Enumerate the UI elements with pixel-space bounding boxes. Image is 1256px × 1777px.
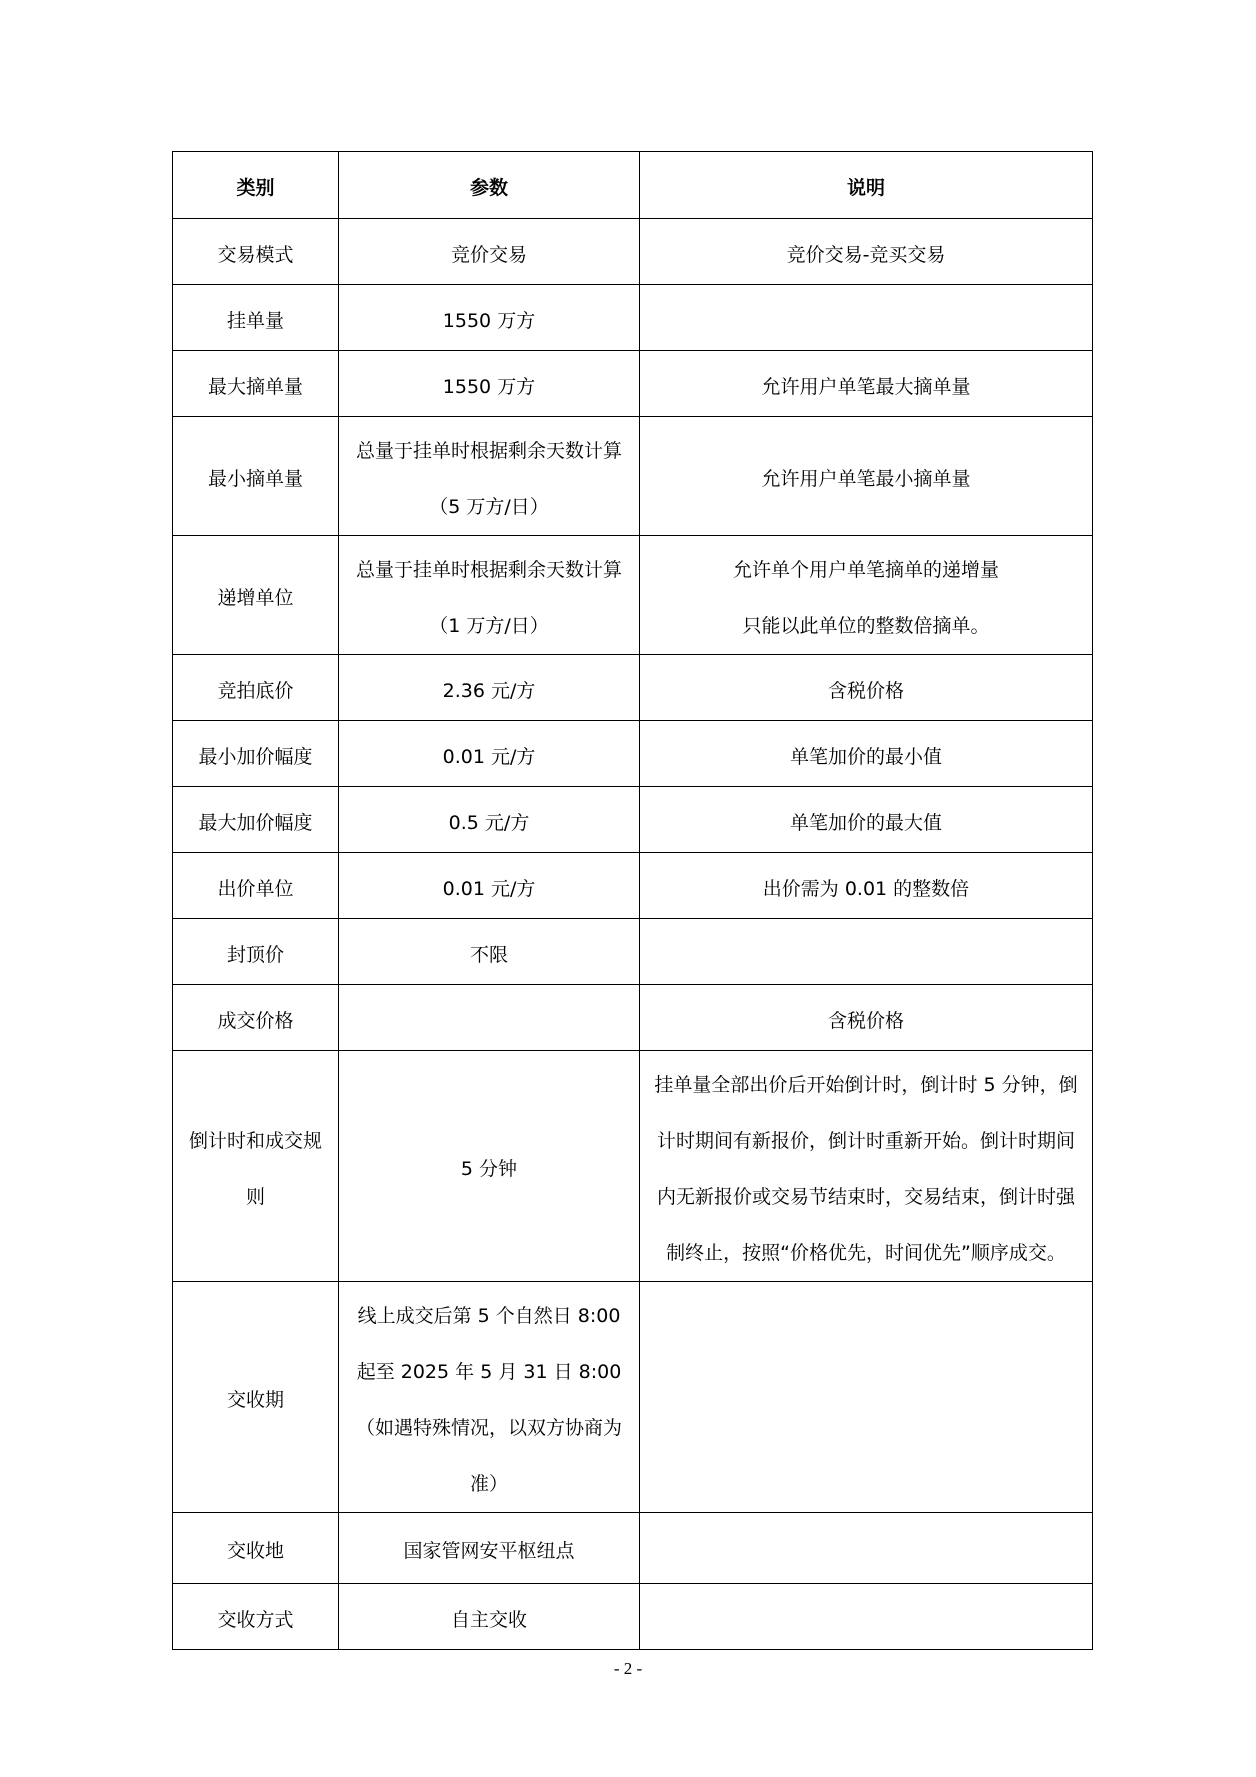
table-row <box>173 985 1093 1051</box>
row-description-line: 允许单个用户单笔摘单的递增量 <box>732 559 999 581</box>
row-parameter <box>339 1282 640 1513</box>
row-description-line: 计时期间有新报价，倒计时重新开始。倒计时期间 <box>656 1130 1075 1152</box>
row-description <box>640 1513 1093 1584</box>
row-description: 含税价格 <box>640 985 1093 1051</box>
row-category: 最小摘单量 <box>173 417 339 536</box>
table-row <box>173 1051 1093 1282</box>
table-header-row <box>173 152 1093 219</box>
row-description <box>640 1282 1093 1513</box>
row-parameter: 竞价交易 <box>339 219 640 285</box>
row-parameter-line: 总量于挂单时根据剩余天数计算 <box>355 440 622 462</box>
table-row <box>173 285 1093 351</box>
row-category: 交收方式 <box>173 1584 339 1650</box>
parameters-table <box>172 151 1093 1650</box>
row-description: 单笔加价的最大值 <box>640 787 1093 853</box>
row-description <box>640 1584 1093 1650</box>
row-description: 允许用户单笔最小摘单量 <box>640 417 1093 536</box>
row-description: 竞价交易-竞买交易 <box>640 219 1093 285</box>
row-category-line: 倒计时和成交规 <box>188 1130 322 1152</box>
table-row <box>173 787 1093 853</box>
row-parameter: 自主交收 <box>339 1584 640 1650</box>
row-category-line: 则 <box>245 1186 265 1208</box>
page-number: - 2 - <box>613 1659 643 1678</box>
row-parameter-line: （5 万方/日） <box>429 496 549 518</box>
row-parameter: 1550 万方 <box>339 351 640 417</box>
row-description-line: 内无新报价或交易节结束时，交易结束，倒计时强 <box>656 1186 1075 1208</box>
row-category: 最大加价幅度 <box>173 787 339 853</box>
row-category: 出价单位 <box>173 853 339 919</box>
row-category <box>173 1051 339 1282</box>
table-row <box>173 1282 1093 1513</box>
row-parameter: 0.01 元/方 <box>339 853 640 919</box>
table-row <box>173 919 1093 985</box>
row-parameter <box>339 417 640 536</box>
row-description: 含税价格 <box>640 655 1093 721</box>
row-category: 封顶价 <box>173 919 339 985</box>
row-category: 最大摘单量 <box>173 351 339 417</box>
table-row <box>173 1513 1093 1584</box>
row-parameter-line: 线上成交后第 5 个自然日 8:00 <box>357 1305 621 1327</box>
row-parameter-line: （如遇特殊情况，以双方协商为 <box>355 1417 622 1439</box>
table-row <box>173 853 1093 919</box>
row-category: 递增单位 <box>173 536 339 655</box>
row-category: 交收地 <box>173 1513 339 1584</box>
table-row <box>173 351 1093 417</box>
row-category: 挂单量 <box>173 285 339 351</box>
row-parameter-line: （1 万方/日） <box>429 615 549 637</box>
row-parameter: 5 分钟 <box>339 1051 640 1282</box>
table-row <box>173 536 1093 655</box>
row-description-line: 只能以此单位的整数倍摘单。 <box>742 615 990 637</box>
row-category: 交收期 <box>173 1282 339 1513</box>
header-description: 说明 <box>640 152 1093 219</box>
row-parameter: 0.01 元/方 <box>339 721 640 787</box>
row-description-line: 制终止，按照“价格优先，时间优先”顺序成交。 <box>666 1242 1066 1264</box>
row-category: 交易模式 <box>173 219 339 285</box>
row-description: 允许用户单笔最大摘单量 <box>640 351 1093 417</box>
table-row <box>173 1584 1093 1650</box>
row-parameter-line: 起至 2025 年 5 月 31 日 8:00 <box>356 1361 622 1383</box>
row-description <box>640 536 1093 655</box>
row-parameter: 1550 万方 <box>339 285 640 351</box>
row-parameter: 国家管网安平枢纽点 <box>339 1513 640 1584</box>
row-description <box>640 919 1093 985</box>
row-parameter: 2.36 元/方 <box>339 655 640 721</box>
header-category: 类别 <box>173 152 339 219</box>
table-row <box>173 219 1093 285</box>
row-parameter: 不限 <box>339 919 640 985</box>
row-description: 出价需为 0.01 的整数倍 <box>640 853 1093 919</box>
header-parameter: 参数 <box>339 152 640 219</box>
table-row <box>173 721 1093 787</box>
row-category: 竞拍底价 <box>173 655 339 721</box>
row-parameter-line: 总量于挂单时根据剩余天数计算 <box>355 559 622 581</box>
table-row <box>173 655 1093 721</box>
row-description: 单笔加价的最小值 <box>640 721 1093 787</box>
row-parameter <box>339 536 640 655</box>
row-description-line: 挂单量全部出价后开始倒计时，倒计时 5 分钟，倒 <box>654 1074 1078 1096</box>
row-parameter: 0.5 元/方 <box>339 787 640 853</box>
row-parameter-line: 准） <box>469 1473 508 1495</box>
row-description <box>640 1051 1093 1282</box>
row-parameter <box>339 985 640 1051</box>
table-row <box>173 417 1093 536</box>
row-category: 成交价格 <box>173 985 339 1051</box>
row-category: 最小加价幅度 <box>173 721 339 787</box>
row-description <box>640 285 1093 351</box>
